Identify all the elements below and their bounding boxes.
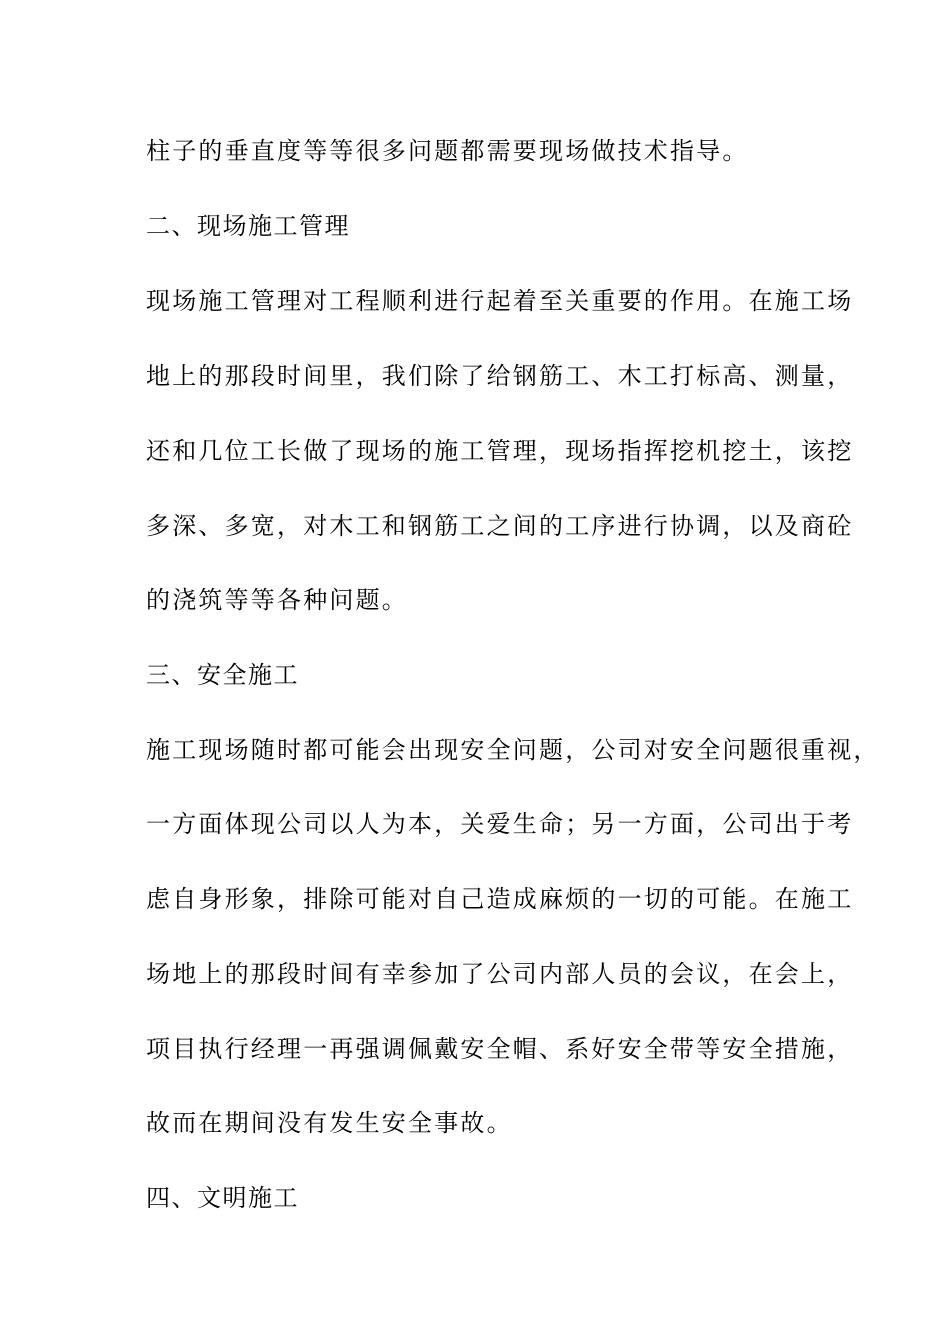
paragraph-line: 故而在期间没有发生安全事故。 xyxy=(146,1109,513,1137)
paragraph-line: 还和几位工长做了现场的施工管理，现场指挥挖机挖土，该挖 xyxy=(146,437,854,465)
paragraph-line: 施工现场随时都可能会出现安全问题，公司对安全问题很重视， xyxy=(146,736,880,764)
paragraph-line: 项目执行经理一再强调佩戴安全帽、系好安全带等安全措施， xyxy=(146,1035,854,1063)
paragraph-line: 场地上的那段时间有幸参加了公司内部人员的会议，在会上， xyxy=(146,960,854,988)
paragraph-line: 一方面体现公司以人为本，关爱生命；另一方面，公司出于考 xyxy=(146,810,854,838)
section-heading: 三、安全施工 xyxy=(146,661,299,689)
paragraph-line: 柱子的垂直度等等很多问题都需要现场做技术指导。 xyxy=(146,137,749,165)
section-heading: 四、文明施工 xyxy=(146,1184,299,1212)
paragraph-line: 现场施工管理对工程顺利进行起着至关重要的作用。在施工场 xyxy=(146,287,854,315)
paragraph-line: 地上的那段时间里，我们除了给钢筋工、木工打标高、测量， xyxy=(146,362,854,390)
paragraph-line: 虑自身形象，排除可能对自己造成麻烦的一切的可能。在施工 xyxy=(146,885,854,913)
section-heading: 二、现场施工管理 xyxy=(146,212,350,240)
paragraph-line: 多深、多宽，对木工和钢筋工之间的工序进行协调，以及商砼 xyxy=(146,512,854,540)
paragraph-line: 的浇筑等等各种问题。 xyxy=(146,586,408,614)
